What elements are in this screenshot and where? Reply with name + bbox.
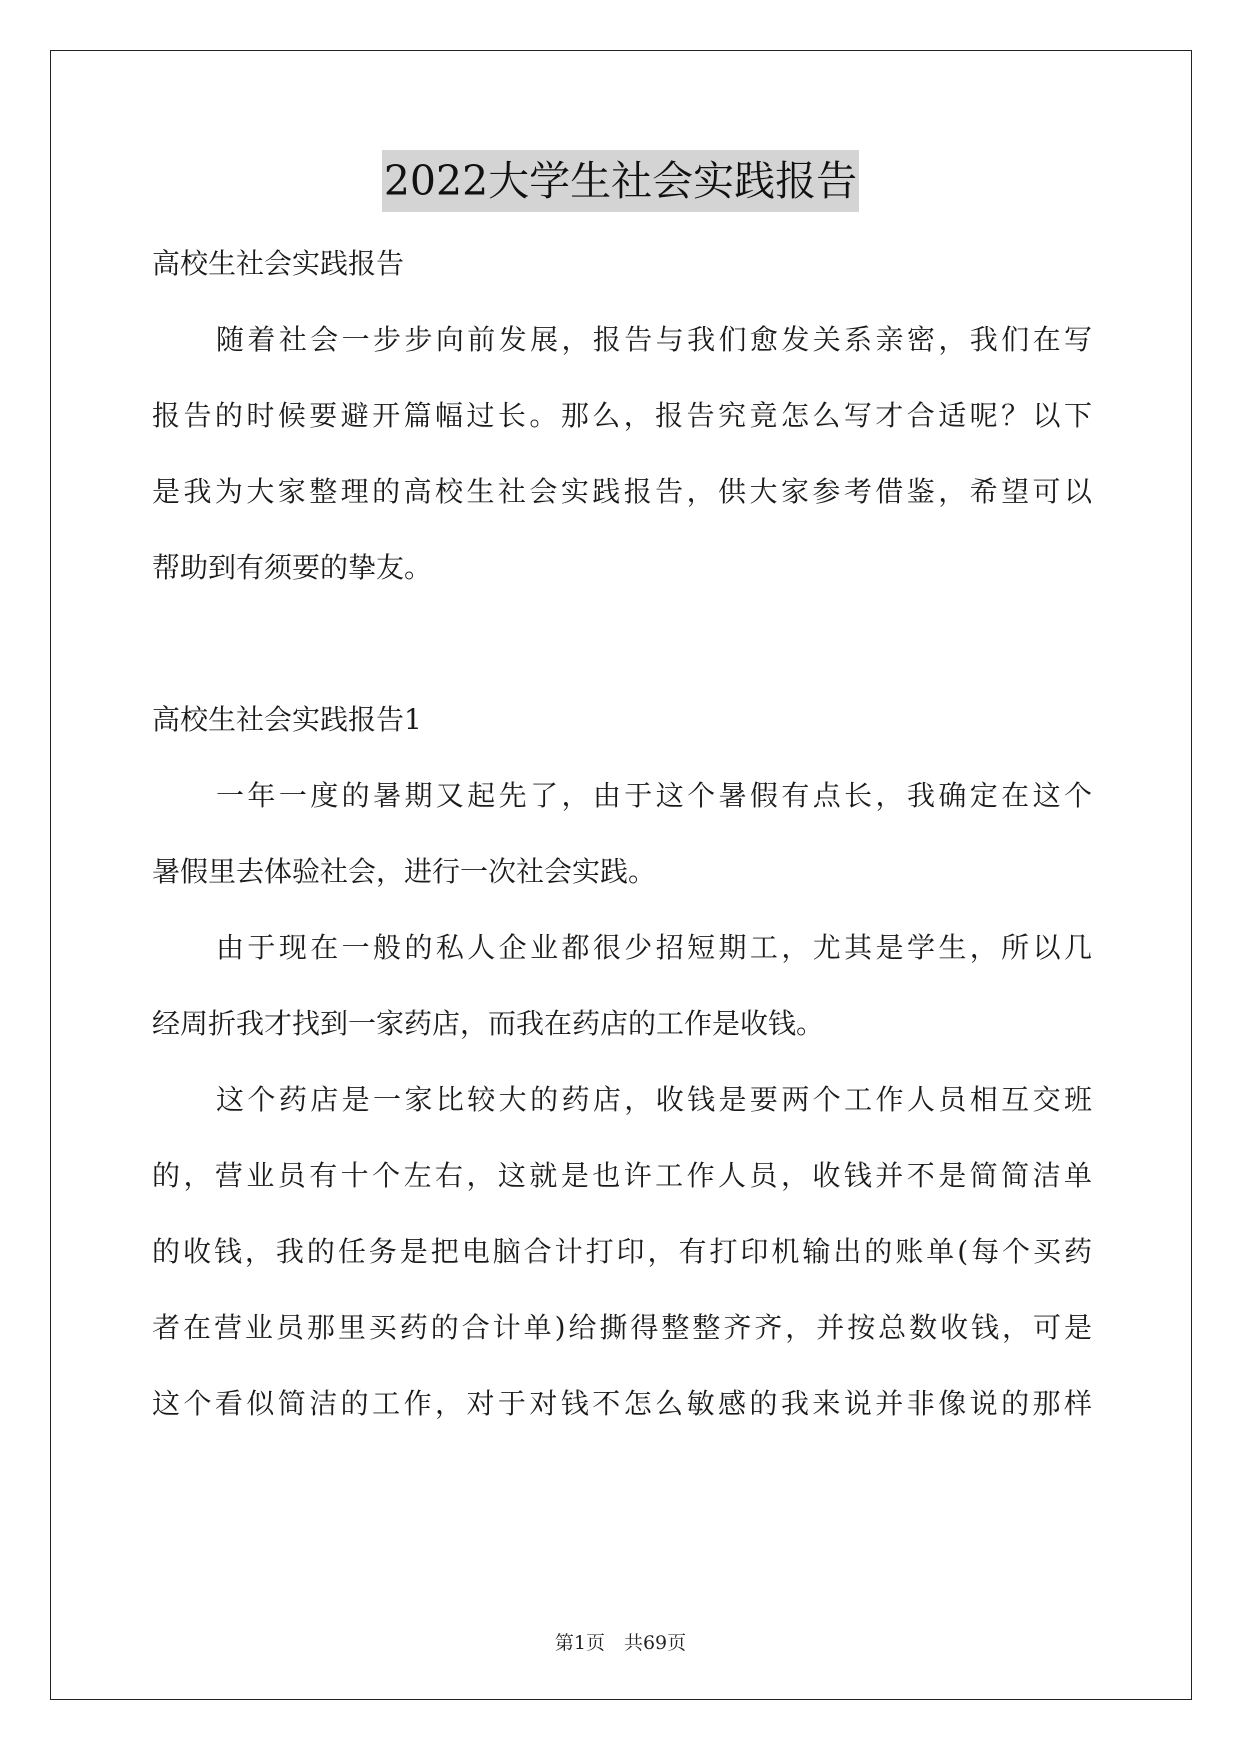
- text-line: 是我为大家整理的高校生社会实践报告，供大家参考借鉴，希望可以: [152, 475, 1092, 508]
- text-line: 的，营业员有十个左右，这就是也许工作人员，收钱并不是简简洁单: [152, 1159, 1092, 1192]
- text-line: 者在营业员那里买药的合计单)给撕得整整齐齐，并按总数收钱，可是: [152, 1311, 1092, 1344]
- document-body: [152, 226, 1092, 1442]
- text-line: 高校生社会实践报告1: [152, 703, 422, 736]
- text-line: 高校生社会实践报告: [152, 247, 405, 280]
- text-line: 暑假里去体验社会，进行一次社会实践。: [152, 855, 657, 888]
- blank-line: [152, 606, 1092, 682]
- title-container: [0, 150, 1241, 212]
- text-line: 由于现在一般的私人企业都很少招短期工，尤其是学生，所以几: [216, 931, 1092, 964]
- text-line: 这个看似简洁的工作，对于对钱不怎么敏感的我来说并非像说的那样: [152, 1387, 1092, 1420]
- document-title: 2022大学生社会实践报告: [382, 150, 859, 212]
- text-line: 经周折我才找到一家药店，而我在药店的工作是收钱。: [152, 1007, 825, 1040]
- text-line: 这个药店是一家比较大的药店，收钱是要两个工作人员相互交班: [216, 1083, 1092, 1116]
- text-line: 的收钱，我的任务是把电脑合计打印，有打印机输出的账单(每个买药: [152, 1235, 1092, 1268]
- text-line: 一年一度的暑期又起先了，由于这个暑假有点长，我确定在这个: [216, 779, 1092, 812]
- page-footer: 第1页 共69页: [554, 1632, 687, 1654]
- text-line: 帮助到有须要的挚友。: [152, 551, 433, 584]
- text-line: 随着社会一步步向前发展，报告与我们愈发关系亲密，我们在写: [216, 323, 1092, 356]
- text-line: 报告的时候要避开篇幅过长。那么，报告究竟怎么写才合适呢？以下: [152, 399, 1092, 432]
